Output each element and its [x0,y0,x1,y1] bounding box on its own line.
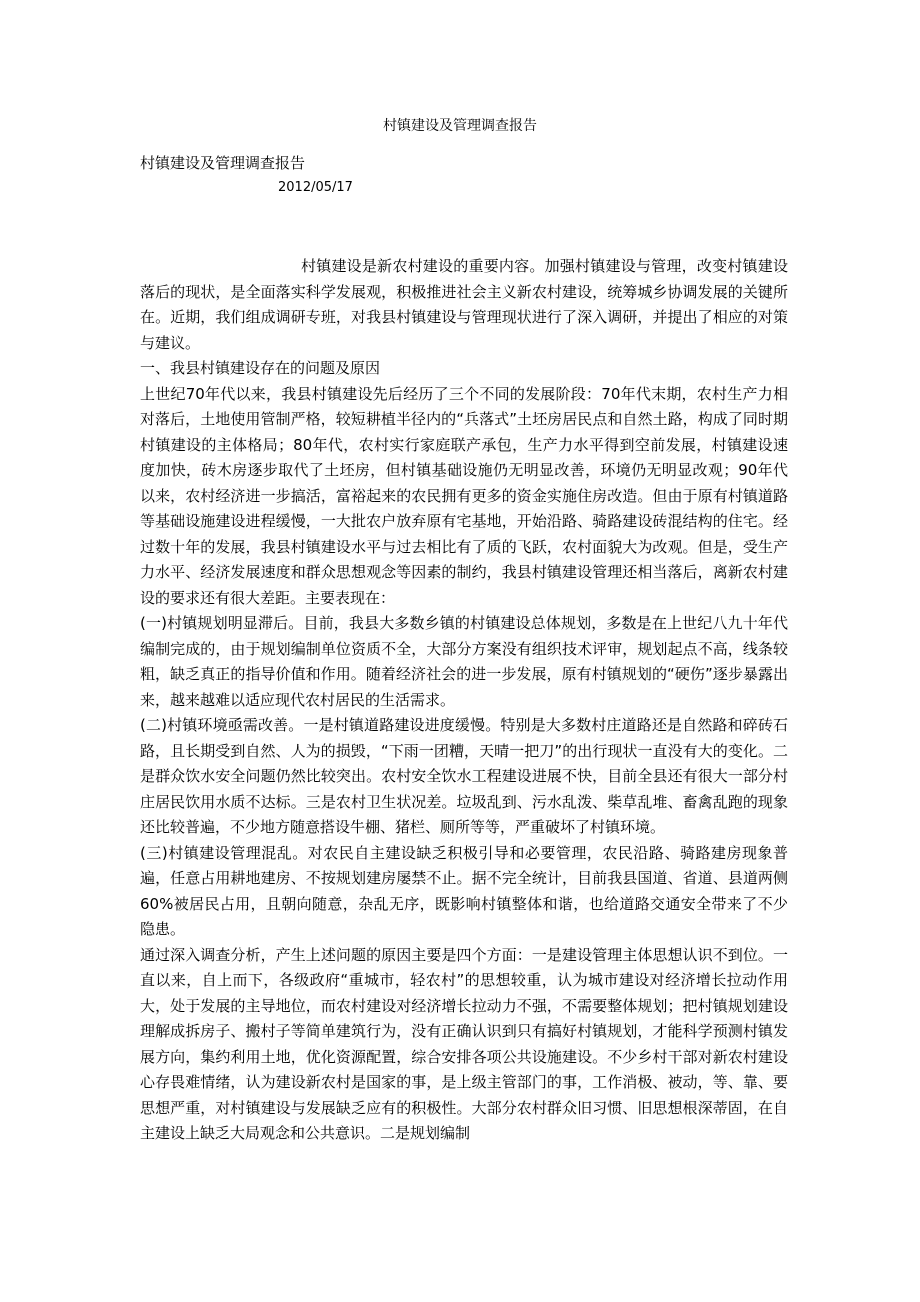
document-title: 村镇建设及管理调查报告 [383,118,537,134]
intro-paragraph: 村镇建设是新农村建设的重要内容。加强村镇建设与管理，改变村镇建设落后的现状，是全面落实科学发展观，积极推进社会主义新农村建设，统筹城乡协调发展的关键所在。近期，我们组成调研专班，对我县村镇建设与管理现状进行了深入调研，并提出了相应的对策与建议。 [140,257,788,352]
section-heading: 一、我县村镇建设存在的问题及原因 [140,359,381,377]
body-paragraph: (一)村镇规划明显滞后。目前，我县大多数乡镇的村镇建设总体规划，多数是在上世纪八九十年代编制完成的，由于规划编制单位资质不全，大部分方案没有组织技术评审，规划起点不高，线条较粗，缺乏真正的指导价值和作用。随着经济社会的进一步发展，原有村镇规划的“硬伤”逐步暴露出来，越来越难以适应现代农村居民的生活需求。 [140,614,788,709]
body-paragraph: 通过深入调查分析，产生上述问题的原因主要是四个方面：一是建设管理主体思想认识不到位。一直以来，自上而下，各级政府“重城市，轻农村”的思想较重，认为城市建设对经济增长拉动作用大，处于发展的主导地位，而农村建设对经济增长拉动力不强，不需要整体规划；把村镇规划建设理解成拆房子、搬村子等简单建筑行为，没有正确认识到只有搞好村镇规划，才能科学预测村镇发展方向，集约利用土地，优化资源配置，综合安排各项公共设施建设。不少乡村干部对新农村建设心存畏难情绪，认为建设新农村是国家的事，是上级主管部门的事，工作消极、被动，等、靠、要思想严重，对村镇建设与发展缺乏应有的积极性。大部分农村群众旧习惯、旧思想根深蒂固，在自主建设上缺乏大局观念和公共意识。二是规划编制 [140,945,788,1142]
document-date: 2012/05/17 [278,180,353,195]
document-body [140,254,788,1147]
body-paragraph: (三)村镇建设管理混乱。对农民自主建设缺乏积极引导和必要管理，农民沿路、骑路建房现象普遍，任意占用耕地建房、不按规划建房屡禁不止。据不完全统计，目前我县国道、省道、县道两侧60%被居民占用，且朝向随意，杂乱无序，既影响村镇整体和谐，也给道路交通安全带来了不少隐患。 [140,843,788,938]
body-paragraph: (二)村镇环境亟需改善。一是村镇道路建设进度缓慢。特别是大多数村庄道路还是自然路和碎砖石路，且长期受到自然、人为的损毁，“下雨一团糟，天晴一把刀”的出行现状一直没有大的变化。二是群众饮水安全问题仍然比较突出。农村安全饮水工程建设进展不快，目前全县还有很大一部分村庄居民饮用水质不达标。三是农村卫生状况差。垃圾乱到、污水乱泼、柴草乱堆、畜禽乱跑的现象还比较普遍，不少地方随意搭设牛棚、猪栏、厕所等等，严重破坏了村镇环境。 [140,716,788,836]
document-subtitle: 村镇建设及管理调查报告 [140,154,306,172]
body-paragraph: 上世纪70年代以来，我县村镇建设先后经历了三个不同的发展阶段：70年代末期，农村生产力相对落后，土地使用管制严格，较短耕植半径内的“兵落式”土坯房居民点和自然土路，构成了同时期村镇建设的主体格局；80年代，农村实行家庭联产承包，生产力水平得到空前发展，村镇建设速度加快，砖木房逐步取代了土坯房，但村镇基础设施仍无明显改善，环境仍无明显改观；90年代以来，农村经济进一步搞活，富裕起来的农民拥有更多的资金实施住房改造。但由于原有村镇道路等基础设施建设进程缓慢，一大批农户放弃原有宅基地，开始沿路、骑路建设砖混结构的住宅。经过数十年的发展，我县村镇建设水平与过去相比有了质的飞跃，农村面貌大为改观。但是，受生产力水平、经济发展速度和群众思想观念等因素的制约，我县村镇建设管理还相当落后，离新农村建设的要求还有很大差距。主要表现在： [140,384,788,607]
